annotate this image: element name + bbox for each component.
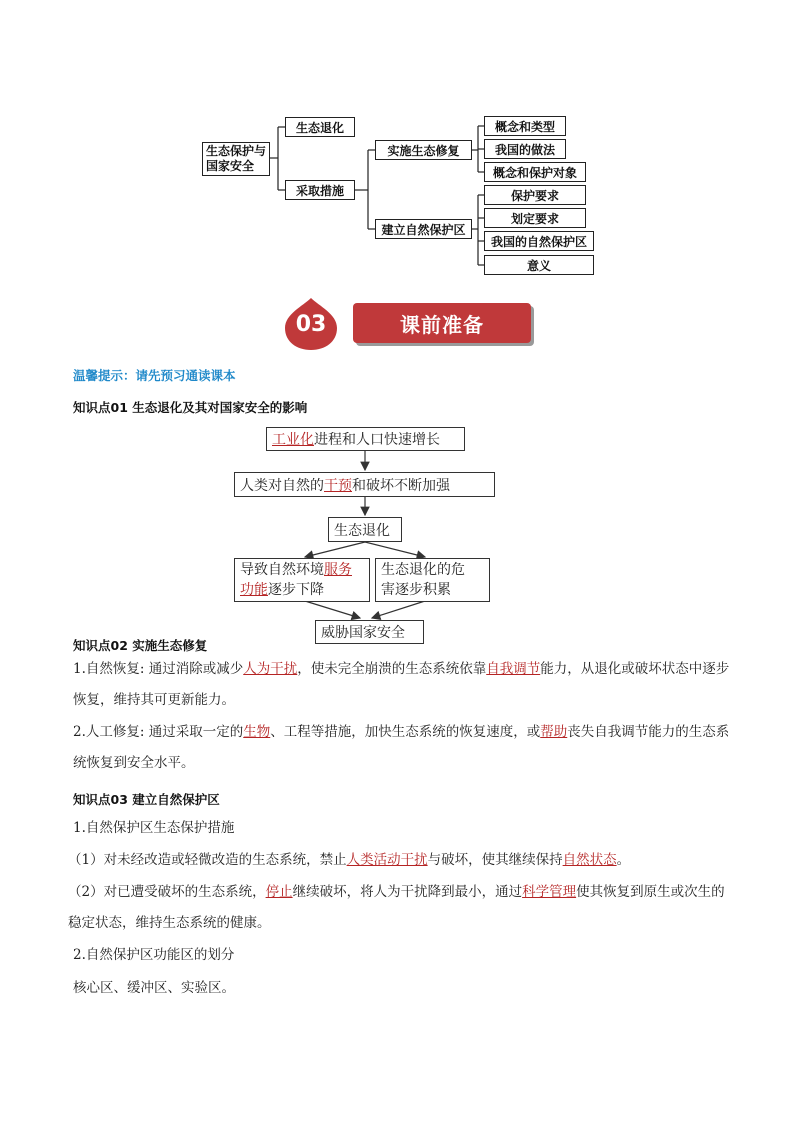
preview-tip: 温馨提示：请先预习通读课本 bbox=[73, 368, 236, 383]
kp3-p1-a: （1）对未经改造或轻微改造的生态系统，禁止 bbox=[68, 852, 347, 868]
flow-box4-answer1: 服务 bbox=[324, 562, 352, 578]
flow-box2-answer: 干预 bbox=[324, 477, 352, 494]
mindmap-leaf-significance: 意义 bbox=[484, 255, 594, 275]
kp3-p2-c: 使其恢复到原生或次生的稳定状态，维持生态系统的健康。 bbox=[68, 884, 725, 931]
flow-box-service-decline bbox=[234, 558, 370, 602]
kp2-title: 知识点02 实施生态修复 bbox=[73, 638, 208, 653]
flow-box-intervention bbox=[234, 472, 495, 497]
flow-box2-pre: 人类对自然的 bbox=[240, 477, 324, 494]
kp3-heading-zones: 2.自然保护区功能区的划分 bbox=[73, 947, 235, 963]
kp3-title: 知识点03 建立自然保护区 bbox=[73, 792, 220, 807]
flow-box4-pre: 导致自然环境 bbox=[240, 562, 324, 578]
flow-box-industrialization bbox=[266, 427, 465, 451]
kp3-p2-answer2: 科学管理 bbox=[522, 884, 577, 900]
kp2-paragraph-natural-recovery bbox=[73, 654, 733, 716]
section-title: 课前准备 bbox=[353, 303, 531, 343]
mindmap-leaf-our-reserves: 我国的自然保护区 bbox=[484, 231, 594, 251]
mindmap-node-ecological-repair: 实施生态修复 bbox=[375, 140, 472, 160]
kp3-p1-answer2: 自然状态 bbox=[562, 852, 617, 868]
mindmap-leaf-concept-objects: 概念和保护对象 bbox=[484, 162, 586, 182]
mindmap-leaf-protection-req: 保护要求 bbox=[484, 185, 586, 205]
kp3-p2-b: 继续破坏，将人为干扰降到最小，通过 bbox=[292, 884, 523, 900]
kp2-p1-c: 能力，从退化或破坏状态中逐步恢复，维持其可更新能力。 bbox=[73, 661, 730, 708]
mindmap-leaf-delimit-req: 划定要求 bbox=[484, 208, 586, 228]
kp2-p2-b: 、工程等措施，加快生态系统的恢复速度，或 bbox=[270, 724, 541, 740]
kp3-p1-c: 。 bbox=[616, 852, 631, 868]
flow-box4-answer2: 功能 bbox=[240, 582, 268, 598]
kp2-p2-a: 2.人工修复: 通过采取一定的 bbox=[73, 724, 244, 740]
kp2-p2-answer2: 帮助 bbox=[540, 724, 568, 740]
mindmap-root-line1: 生态保护与 bbox=[206, 144, 267, 158]
flow-box-national-security: 威胁国家安全 bbox=[315, 620, 424, 644]
flow-box4-line2 bbox=[240, 580, 324, 600]
mindmap-node-measures: 采取措施 bbox=[285, 180, 355, 200]
kp3-measure-1 bbox=[68, 845, 728, 876]
mindmap-node-degradation: 生态退化 bbox=[285, 117, 355, 137]
flow-box4-post: 逐步下降 bbox=[268, 582, 324, 598]
kp3-p1-answer1: 人类活动干扰 bbox=[346, 852, 428, 868]
flow-box1-text: 进程和人口快速增长 bbox=[314, 432, 440, 448]
section-number: 03 bbox=[295, 312, 327, 337]
flow-box1-answer: 工业化 bbox=[272, 432, 314, 448]
kp2-p1-answer2: 自我调节 bbox=[486, 661, 541, 677]
flow-box2-post: 和破坏不断加强 bbox=[352, 477, 450, 494]
mindmap-leaf-concept-types: 概念和类型 bbox=[484, 116, 566, 136]
mindmap-node-nature-reserve: 建立自然保护区 bbox=[375, 219, 472, 239]
kp3-heading-measures: 1.自然保护区生态保护措施 bbox=[73, 820, 235, 836]
kp2-p1-answer1: 人为干扰 bbox=[243, 661, 298, 677]
kp2-p1-b: ，使未完全崩溃的生态系统依靠 bbox=[297, 661, 487, 677]
flow-box5-line1: 生态退化的危 bbox=[381, 562, 465, 578]
kp3-p2-answer1: 停止 bbox=[265, 884, 293, 900]
kp2-p2-answer1: 生物 bbox=[243, 724, 271, 740]
flow-box5-line2: 害逐步积累 bbox=[381, 582, 451, 598]
kp3-p2-a: （2）对已遭受破坏的生态系统， bbox=[68, 884, 266, 900]
mindmap-leaf-our-approach: 我国的做法 bbox=[484, 139, 566, 159]
flow-box4-line1 bbox=[240, 560, 352, 580]
kp1-title: 知识点01 生态退化及其对国家安全的影响 bbox=[73, 400, 308, 415]
kp2-p1-a: 1.自然恢复: 通过消除或减少 bbox=[73, 661, 244, 677]
kp2-paragraph-artificial-repair bbox=[73, 717, 733, 779]
flow-box-degradation: 生态退化 bbox=[328, 517, 402, 542]
kp2-p2-c: 丧失自我调节能力的生态系统恢复到安全水平。 bbox=[73, 724, 730, 771]
kp3-measure-2 bbox=[68, 877, 733, 939]
flow-box-harm-accumulate bbox=[375, 558, 490, 602]
mindmap-root-line2: 国家安全 bbox=[206, 159, 255, 173]
kp3-p1-b: 与破坏，使其继续保持 bbox=[427, 852, 563, 868]
kp3-zones-list: 核心区、缓冲区、实验区。 bbox=[73, 980, 235, 996]
